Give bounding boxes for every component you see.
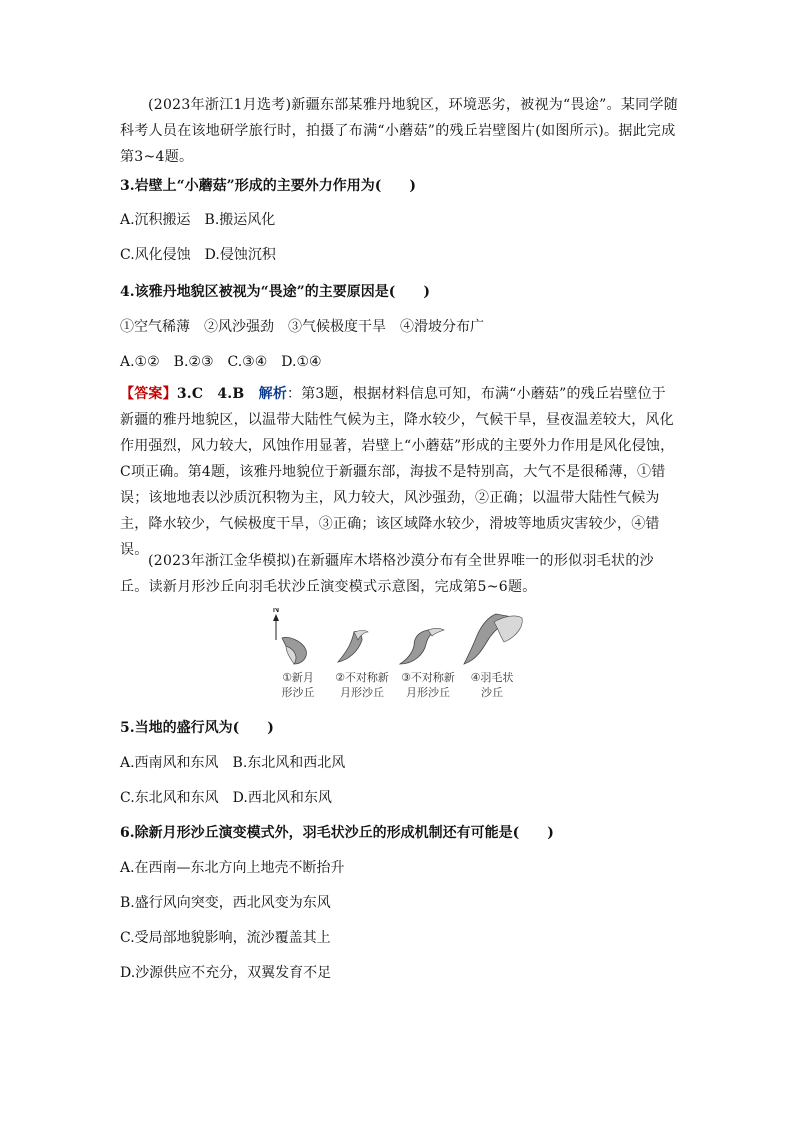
dune-evolution-figure bbox=[268, 608, 528, 704]
dune-3-asymmetric-icon bbox=[400, 629, 444, 665]
question-5-options-cd: C.东北风和东风 D.西北风和东风 bbox=[120, 790, 332, 806]
caption-dune-1: ①新月 形沙丘 bbox=[281, 671, 315, 699]
north-arrow-icon bbox=[273, 614, 279, 640]
caption-dune-2: ②不对称新 月形沙丘 bbox=[335, 671, 389, 699]
analysis-text: ：第3题，根据材料信息可知，布满“小蘑菇”的残丘岩壁位于新疆的雅丹地貌区，以温带大陆性气候为主，降水较少，气候干旱，昼夜温差较大，风化作用强烈，风力较大，风蚀作用显著，岩壁上“小蘑菇”形成的主要外力作用是风化侵蚀，C项正确。第4题，该雅丹地貌位于新疆东部，海拔不是特别高，大气不是很稀薄，①错误；该地地表以沙质沉积物为主，风力较大，风沙强劲，②正确；以温带大陆性气候为主，降水较少，气候极度干旱，③正确；该区域降水较少，滑坡等地质灾害较少，④错误。 bbox=[120, 386, 675, 558]
question-6-option-b: B.盛行风向突变，西北风变为东风 bbox=[120, 895, 331, 911]
question-4-options: A.①② B.②③ C.③④ D.①④ bbox=[120, 354, 322, 370]
question-6-option-d: D.沙源供应不充分，双翼发育不足 bbox=[120, 965, 332, 981]
answer-tag: 【答案】 bbox=[120, 386, 177, 402]
dune-4-feather-icon bbox=[464, 614, 522, 664]
north-label: N bbox=[272, 608, 280, 615]
question-4-stem: 4.该雅丹地貌区被视为“畏途”的主要原因是( ) bbox=[120, 284, 430, 300]
question-3-stem: 3.岩壁上“小蘑菇”形成的主要外力作用为( ) bbox=[120, 178, 416, 194]
intro-paragraph-1: (2023年浙江1月选考)新疆东部某雅丹地貌区，环境恶劣，被视为“畏途”。某同学随科考人员在该地研学旅行时，拍摄了布满“小蘑菇”的残丘岩壁图片(如图所示)。据此完成第3~4题。 bbox=[120, 97, 679, 165]
dune-diagram bbox=[268, 608, 528, 674]
question-3-options-cd: C.风化侵蚀 D.侵蚀沉积 bbox=[120, 247, 276, 263]
analysis-tag: 解析 bbox=[258, 386, 288, 402]
question-6-option-a: A.在西南—东北方向上地壳不断抬升 bbox=[120, 860, 345, 876]
question-5-stem: 5.当地的盛行风为( ) bbox=[120, 720, 274, 736]
question-6-option-c: C.受局部地貌影响，流沙覆盖其上 bbox=[120, 930, 331, 946]
question-4-items: ①空气稀薄 ②风沙强劲 ③气候极度干旱 ④滑坡分布广 bbox=[120, 319, 484, 335]
dune-2-asymmetric-icon bbox=[338, 631, 368, 663]
question-3-options-ab: A.沉积搬运 B.搬运风化 bbox=[120, 212, 276, 228]
answer-values: 3.C 4.B bbox=[176, 386, 259, 402]
question-6-stem: 6.除新月形沙丘演变模式外，羽毛状沙丘的形成机制还有可能是( ) bbox=[120, 825, 554, 841]
caption-dune-4: ④羽毛状 沙丘 bbox=[470, 671, 514, 699]
question-5-options-ab: A.西南风和东风 B.东北风和西北风 bbox=[120, 755, 346, 771]
answer-block bbox=[120, 381, 680, 563]
intro-paragraph-2: (2023年浙江金华模拟)在新疆库木塔格沙漠分布有全世界唯一的形似羽毛状的沙丘。读新月形沙丘向羽毛状沙丘演变模式示意图，完成第5~6题。 bbox=[120, 553, 654, 595]
dune-1-crescent-icon bbox=[282, 638, 306, 665]
caption-dune-3: ③不对称新 月形沙丘 bbox=[401, 671, 455, 699]
